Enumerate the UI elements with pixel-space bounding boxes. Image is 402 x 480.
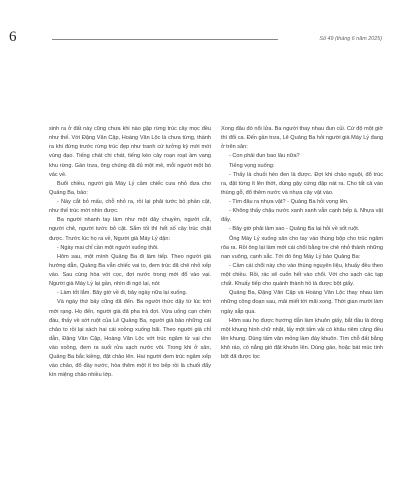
header-rule	[52, 39, 278, 40]
issue-info: Số 49 (tháng 6 năm 2025)	[319, 36, 382, 42]
paragraph: - Ngày mai chỉ cần một người xuống thôi.	[57, 244, 159, 251]
paragraph: - Tìm đâu ra nhựa vật? - Quảng Ba hỏi vọng lên.	[229, 199, 349, 205]
paragraph: Tiếng vọng xuống:	[229, 162, 275, 169]
paragraph: Ông Máy Lỷ xuống sân cho tay vào thùng bộp cho trúc ngâm rõa ra. Rồi ông lại làm mới cái chổi bằng tre chẻ nhỏ thành những nan vuông, cạnh sắc. Tới đó ông Máy Lỷ bảo Quảng Ba:	[221, 235, 383, 260]
paragraph: Hôm sau, một mình Quảng Ba đi làm tiếp. Theo người già hướng dẫn, Quảng Ba vẫn chiếc vai to, đem trúc đã chẻ nhỏ xếp vào. Sau cùng hòa với cọc, đợi nước trong mới đổ vào vại. Người già Máy Lỷ lại gần, nhìn đi ngó lại, nói:	[49, 253, 211, 288]
page-number: 6	[9, 29, 17, 45]
paragraph: - Bây giờ phải làm sao - Quảng Ba lại hỏi về sốt ruột.	[229, 226, 360, 233]
left-text-column	[49, 125, 211, 381]
paragraph: Hôm sau họ được hướng dẫn làm khuôn giấy, bắt đầu là đóng một khung hình chữ nhật, lấy một tấm vải có khâu riêm căng đều lên khung. Dùng tấm vân mỏng làm đáy khuôn. Tìm chỗ đất bằng khô ráo, có nắng gió đặt khuôn lên. Dùng gáo, hoặc bát múc tinh bột đã được lọc	[221, 317, 383, 361]
paragraph: Xong đâu đó nổi lửa. Ba người thay nhau đun củi. Cứ độ một giờ thì đổi ca. Đến gần trưa, Lê Quảng Ba hỏi người già Máy Lỷ đang ở trên sân:	[221, 126, 383, 151]
paragraph: - Không thấy chậu nước xanh xanh vẫn cạnh bếp à. Nhựa vật đấy.	[221, 208, 383, 224]
paragraph: - Cầm cái chổi này cho vào thùng nguyên liệu, khuấy đều theo một chiều. Rồi, rác sẽ cuốn hết vào chổi. Với cho sạch các tạp chất. Khuấy tiếp cho quánh thành hồ là được bột giấy.	[221, 262, 383, 288]
paragraph: - Con phải đun bao lâu nữa?	[229, 153, 300, 160]
paragraph: Quảng Ba, Đặng Văn Cập và Hoàng Văn Lộc thay nhau làm những công đoạn sau, mải miết tới mãi xong. Thời gian mười làm ngày sắp qua.	[221, 290, 383, 315]
right-text-column	[221, 125, 383, 362]
paragraph: sinh ra ở đất này cũng chưa khi nào gặp rừng trúc cây mọc đều như thế. Với Đặng Văn Cập, Hoàng Văn Lộc là chưa từng, thành ra khi đứng trước rừng trúc đẹp như tranh cứ tưởng kỳ mới mới vùng đạo. Tiếng chát chi chát, tiếng kéo cây roạn roạt ầm vang khu rừng. Gần trưa, ông chúng đã đủ một mẻ, mỗi người một bó vác về.	[49, 126, 211, 178]
paragraph: Buổi chiều, người già Máy Lỷ cầm chiếc cưa nhỏ đưa cho Quảng Ba, bảo:	[49, 180, 211, 196]
paragraph: Ba người nhanh tay làm như một dây chuyền, người cắt, người chẻ, người tước bỏ cặt. Sắm tối thì hết số cây trúc chặt được. Trước lúc họ ra về, Người già Máy Lỷ dặn:	[49, 217, 211, 242]
paragraph: - Thấy là chuối héo đen là được. Đợi khi chảo nguội, đổ trúc ra, đặt từng ít lên thớt, dùng gậy cứng đập nát ra. Cho tất cả vào thùng gỗ, đổ thêm nước và nhựa cây vật vào.	[221, 171, 383, 196]
paragraph: - Làm tốt lắm. Bây giờ về đi, bảy ngày nữa lại xuống.	[57, 290, 188, 297]
paragraph: Và ngày thứ bảy cũng đã đến. Ba người thức dậy từ lúc trời mới rạng. Họ đến, người già đã pha trà đợi. Vừa uống cạn chén đầu, thấy về sớt ruột của Lê Quảng Ba, người già bảo những cái chảo to rồi lại xách hai cái xoồng xuống bãi. Theo người già chỉ dẫn, Đặng Văn Cập, Hoàng Văn Lộc vớt trúc ngâm từ vại cho vào xoồng, đem ra suối rửa sạch nước vôi. Trong khi ở sân, Quảng Ba bắc kiềng, đặt chảo lên. Hai người đem trúc ngâm xếp vào chảo, đổ đầy nước, hòa thêm một ít tro bếp rồi là chuối đẩy kín miệng chảo nhiều lớp.	[49, 299, 211, 379]
paragraph: - Này cắt bỏ mấu, chỗ nhỏ ra, rồi lại phải tước bỏ phần cặt, như thế trúc mới nhìn được.	[49, 199, 211, 215]
